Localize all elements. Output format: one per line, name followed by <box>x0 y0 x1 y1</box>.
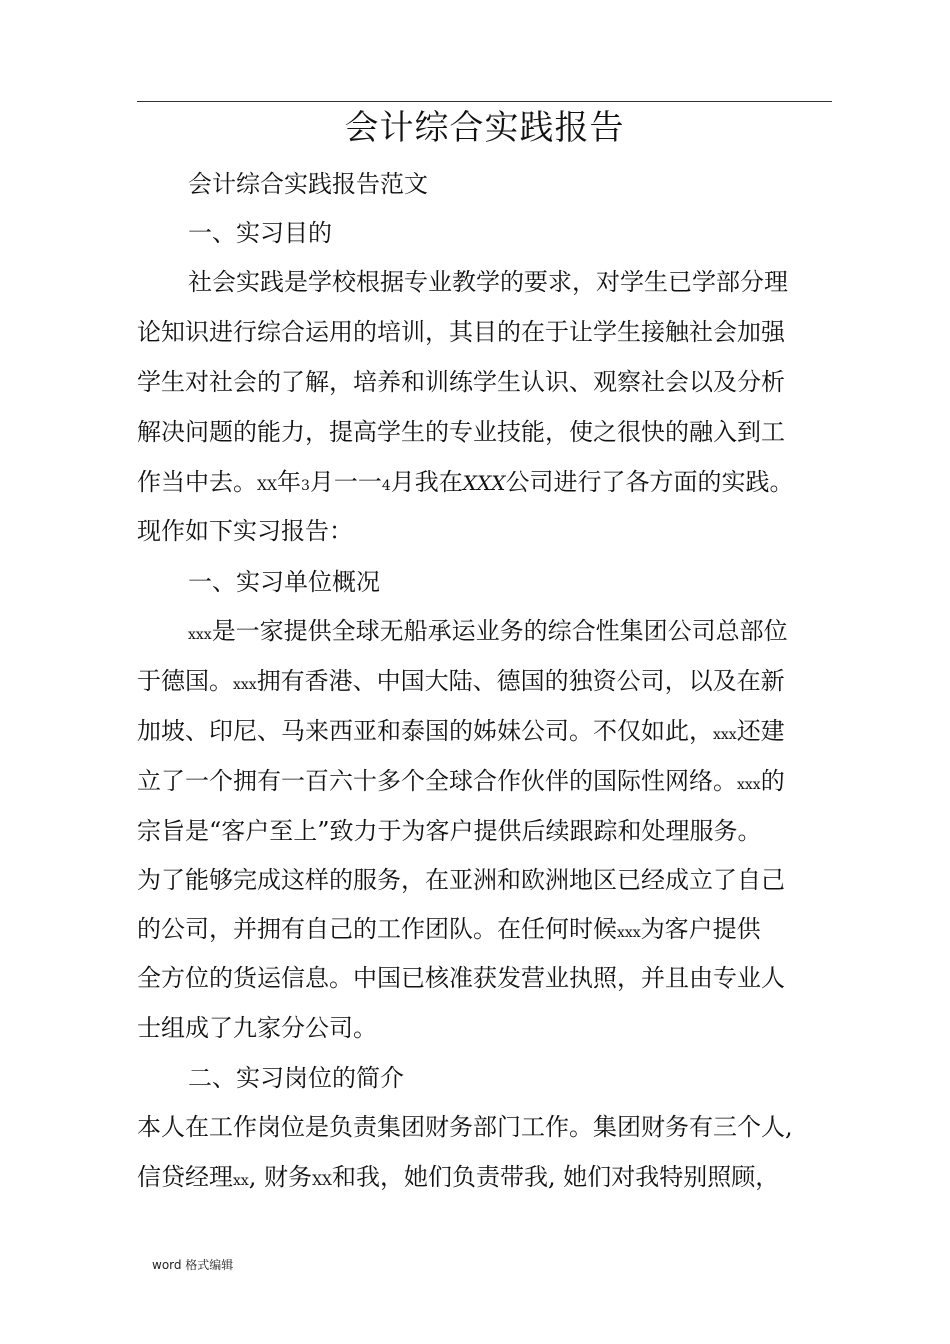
text-run: 是一家提供全球无船承运业务的综合性集团公司总部位 <box>211 617 788 645</box>
text-run-italic: XXX <box>462 471 506 495</box>
paragraph-line <box>137 765 785 801</box>
text-run: 士组成了九家分公司。 <box>137 1014 377 1042</box>
paragraph-line <box>137 864 785 896</box>
paragraph-line <box>137 1012 377 1044</box>
text-run-small: 3 <box>300 478 310 494</box>
paragraph-line <box>188 615 788 651</box>
paragraph-line <box>137 715 785 751</box>
paragraph-line <box>137 466 794 502</box>
text-run-small: XX <box>257 478 277 494</box>
text-run: 拥有香港、中国大陆、德国的独资公司，以及在新 <box>256 667 785 695</box>
text-run-small: xxx <box>737 777 761 793</box>
text-run: 和我，她们负责带我, 她们对我特别照顾， <box>332 1163 780 1191</box>
section-heading-company: 一、实习单位概况 <box>188 568 380 596</box>
paragraph-line: 现作如下实习报告： <box>137 517 353 545</box>
paragraph-line <box>137 665 785 701</box>
paragraph-line <box>137 1161 779 1197</box>
text-run: 加坡、印尼、马来西亚和泰国的姊妹公司。不仅如此， <box>137 717 713 745</box>
text-run-small: xxx <box>713 727 737 743</box>
paragraph-line: 社会实践是学校根据专业教学的要求，对学生已学部分理 <box>188 268 788 296</box>
section-heading-position: 二、实习岗位的简介 <box>188 1064 404 1092</box>
paragraph-line: 本人在工作岗位是负责集团财务部门工作。集团财务有三个人, <box>137 1113 793 1141</box>
paragraph-line: 论知识进行综合运用的培训，其目的在于让学生接触社会加强 <box>137 318 785 346</box>
paragraph-line: 解决问题的能力，提高学生的专业技能，使之很快的融入到工 <box>137 418 785 446</box>
text-run-small: xxx <box>617 925 641 941</box>
text-run: 为客户提供 <box>640 915 761 943</box>
paragraph-line <box>137 815 762 847</box>
text-run: 于德国。 <box>137 667 233 695</box>
section-heading-purpose: 一、实习目的 <box>188 219 332 247</box>
text-run: 信贷经理 <box>137 1163 233 1191</box>
text-run-small: xxx <box>233 677 257 693</box>
text-run: 月一一 <box>309 468 382 496</box>
text-run: 立了一个拥有一百六十多个全球合作伙伴的国际性网络。 <box>137 767 737 795</box>
paragraph-line <box>137 962 785 994</box>
text-run: , 财务 <box>248 1163 313 1191</box>
text-run: 全方位的货运信息。中国已核准获发营业执照，并且由专业人 <box>137 964 785 992</box>
text-run-small: 4 <box>381 478 391 494</box>
text-run-small: XX <box>312 1173 332 1189</box>
text-run: 宗旨是“客户至上”致力于为客户提供后续跟踪和处理服务。 <box>137 817 762 845</box>
paragraph-line <box>137 913 761 949</box>
text-run: 作当中去。 <box>137 468 257 496</box>
text-run: 的公司，并拥有自己的工作团队。在任何时候 <box>137 915 617 943</box>
top-rule <box>137 101 832 102</box>
text-run: 月我在 <box>390 468 463 496</box>
text-run: 为了能够完成这样的服务，在亚洲和欧洲地区已经成立了自己 <box>137 866 785 894</box>
document-title: 会计综合实践报告 <box>344 108 625 148</box>
text-run: 年 <box>276 468 301 496</box>
text-run-small: xxx <box>188 627 212 643</box>
text-run-small: xx <box>233 1173 249 1189</box>
text-run: 的 <box>760 767 785 795</box>
paragraph-line: 学生对社会的了解，培养和训练学生认识、观察社会以及分析 <box>137 368 785 396</box>
text-run: 公司进行了各方面的实践。 <box>505 468 794 496</box>
text-run: 还建 <box>736 717 785 745</box>
subtitle: 会计综合实践报告范文 <box>188 170 428 198</box>
footer-label: word 格式编辑 <box>152 1258 234 1272</box>
